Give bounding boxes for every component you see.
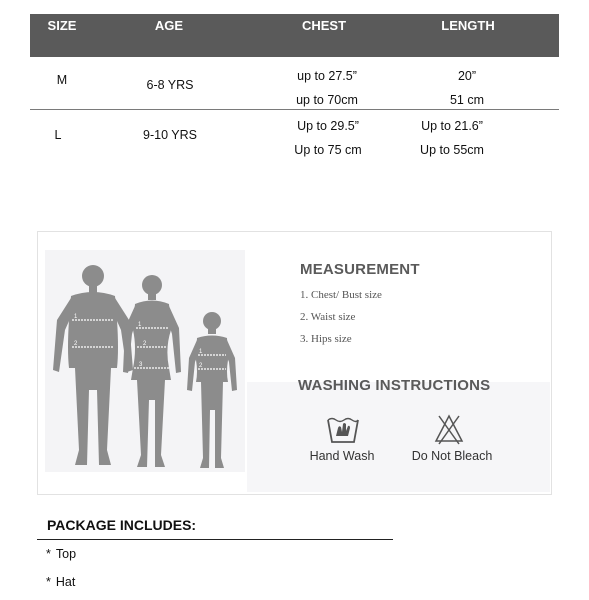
package-item-top — [46, 547, 76, 561]
header-size: SIZE — [47, 18, 77, 33]
row-l-age: 9-10 YRS — [143, 128, 197, 142]
header-age: AGE — [154, 18, 184, 33]
measurement-item-chest: 1. Chest/ Bust size — [300, 289, 382, 301]
row-m-chest-in: up to 27.5” — [297, 69, 357, 83]
row-l-chest-in: Up to 29.5” — [297, 119, 359, 133]
package-item-label: Hat — [55, 575, 76, 589]
body-figures-illustration — [45, 250, 245, 475]
row-m-length-cm: 51 cm — [449, 93, 485, 107]
row-l-chest-cm: Up to 75 cm — [294, 143, 362, 157]
row-m-length-in: 20” — [457, 69, 477, 83]
hand-wash-label: Hand Wash — [309, 449, 375, 463]
child-label-2: 2 — [199, 363, 203, 369]
measurement-title: MEASUREMENT — [300, 261, 420, 278]
adult-figure — [53, 265, 133, 465]
teen-label-3: 3 — [139, 362, 143, 368]
panel-shade — [247, 382, 550, 492]
adult-label-1: 1 — [74, 314, 78, 320]
bullet: * — [46, 575, 51, 589]
package-divider — [37, 539, 393, 540]
teen-label-2: 2 — [143, 341, 147, 347]
teen-label-1: 1 — [138, 322, 142, 328]
row-m-size: M — [56, 73, 68, 87]
row-l-size: L — [54, 128, 62, 142]
package-item-label: Top — [55, 547, 77, 561]
teen-figure — [123, 275, 181, 467]
do-not-bleach-label: Do Not Bleach — [411, 449, 493, 463]
row-m-chest-cm: up to 70cm — [296, 93, 358, 107]
package-item-hat — [46, 575, 75, 589]
do-not-bleach-icon — [434, 413, 464, 445]
measurement-item-waist: 2. Waist size — [300, 311, 356, 323]
adult-label-2: 2 — [74, 341, 78, 347]
row-m-age: 6-8 YRS — [146, 78, 194, 92]
child-figure — [187, 312, 237, 468]
header-length: LENGTH — [441, 18, 495, 33]
washing-title: WASHING INSTRUCTIONS — [298, 377, 491, 394]
measurement-item-hips: 3. Hips size — [300, 333, 352, 345]
child-label-1: 1 — [199, 349, 203, 355]
package-title: PACKAGE INCLUDES: — [47, 517, 197, 533]
hand-wash-icon — [326, 414, 360, 444]
bullet: * — [46, 547, 51, 561]
header-chest: CHEST — [301, 18, 347, 33]
row-l-length-cm: Up to 55cm — [420, 143, 484, 157]
row-divider — [30, 109, 559, 110]
row-l-length-in: Up to 21.6” — [421, 119, 483, 133]
